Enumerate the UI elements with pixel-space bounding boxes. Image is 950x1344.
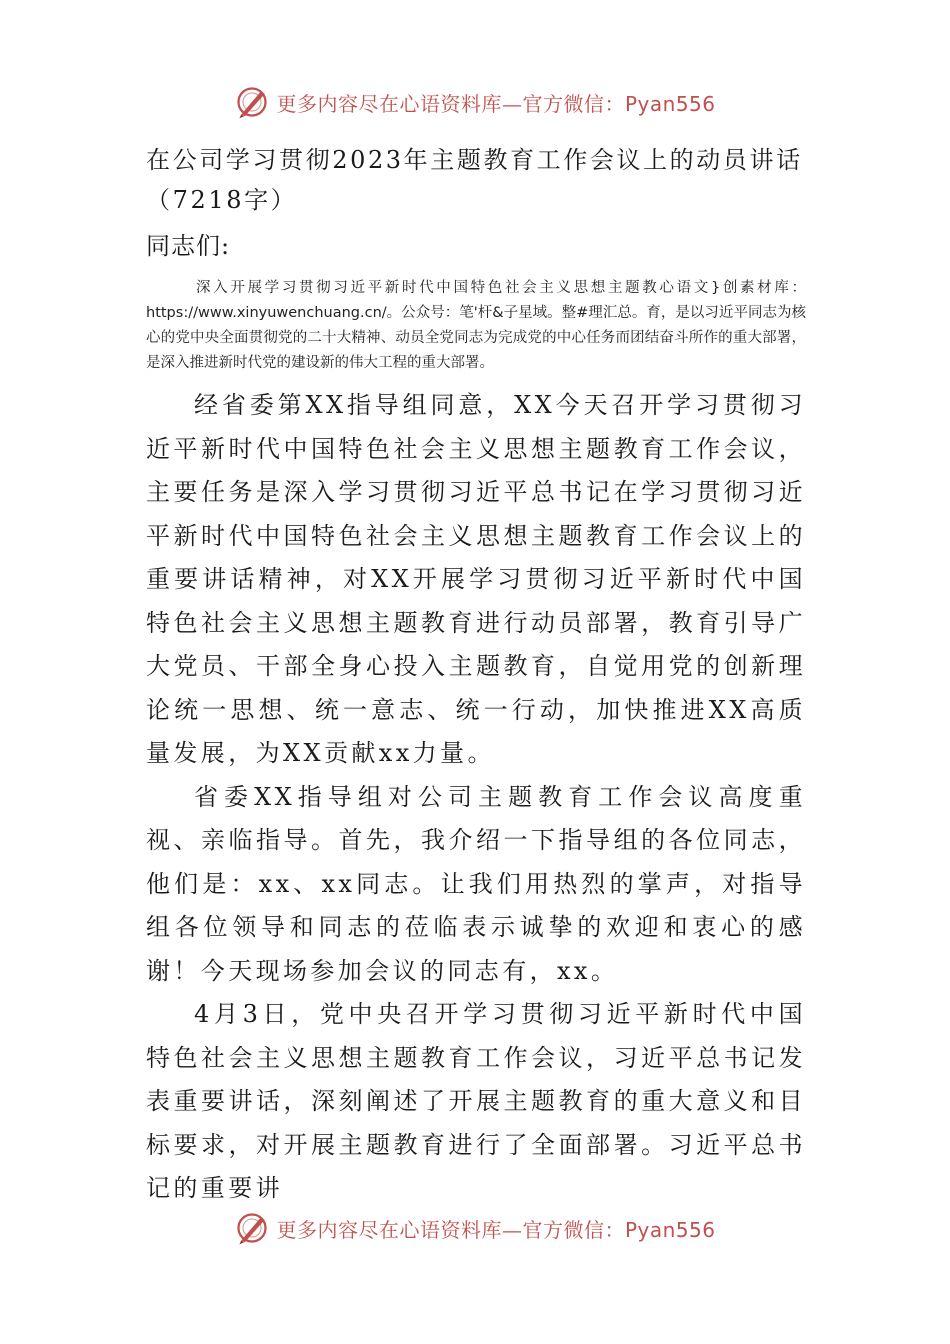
banner-text: 更多内容尽在心语资料库—官方微信：Pyan556 xyxy=(276,91,716,116)
greeting: 同志们: xyxy=(146,232,231,260)
title-line-1: 在公司学习贯彻2023年主题教育工作会议上的动员讲话 xyxy=(146,146,803,174)
paragraph: 省委XX指导组对公司主题教育工作会议高度重视、亲临指导。首先，我介绍一下指导组的各位同志，他们是：xx、xx同志。让我们用热烈的掌声，对指导组各位领导和同志的莅临表示诚挚的欢迎和衷心的感谢！今天现场参加会议的同志有，xx。 xyxy=(146,782,806,985)
title-line-2: （7218字） xyxy=(146,186,298,214)
intro-note: 深入开展学习贯彻习近平新时代中国特色社会主义思想主题教心语文}创素材库：https://www.xinyuwenchuang.cn/。公众号：笔'杆&子星域。整#理汇总。育，是以习近平同志为核心的党中央全面贯彻党的二十大精神、动员全党同志为完成党的中心任务而团结奋斗所作的重大部署，是深入推进新时代党的建设新的伟大工程的重大部署。 xyxy=(146,280,806,371)
document-title xyxy=(146,140,806,220)
pen-logo-icon xyxy=(234,84,270,120)
paragraph: 4月3日，党中央召开学习贯彻习近平新时代中国特色社会主义思想主题教育工作会议，习近平总书记发表重要讲话，深刻阐述了开展主题教育的重大意义和目标要求，对开展主题教育进行了全面部署。习近平总书记的重要讲 xyxy=(146,1000,806,1202)
banner-text: 更多内容尽在心语资料库—官方微信：Pyan556 xyxy=(276,1217,716,1242)
document-body xyxy=(146,140,806,1211)
paragraph: 经省委第XX指导组同意，XX今天召开学习贯彻习近平新时代中国特色社会主义思想主题教育工作会议，主要任务是深入学习贯彻习近平总书记在学习贯彻习近平新时代中国特色社会主义思想主题教育工作会议上的重要讲话精神，对XX开展学习贯彻习近平新时代中国特色社会主义思想主题教育进行动员部署，教育引导广大党员、干部全身心投入主题教育，自觉用党的创新理论统一思想、统一意志、统一行动，加快推进XX高质量发展，为XX贡献xx力量。 xyxy=(146,391,806,767)
pen-logo-icon xyxy=(234,1210,270,1246)
footer-banner xyxy=(0,1208,950,1248)
header-banner xyxy=(0,82,950,122)
